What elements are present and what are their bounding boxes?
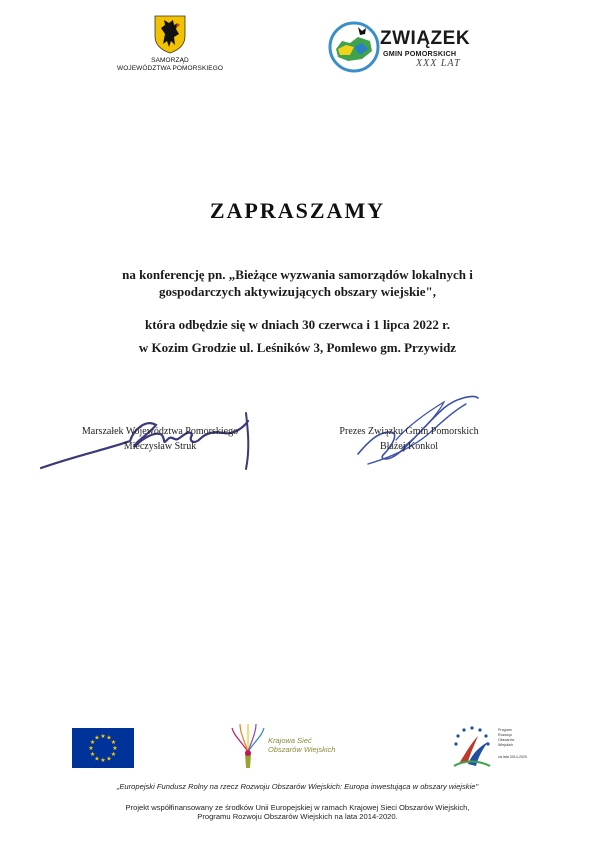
eu-star-icon: ★ xyxy=(89,752,96,758)
signature-left-name: Mieczysław Struk xyxy=(123,441,197,452)
signature-left-title: Marszałek Województwa Pomorskiego xyxy=(81,426,239,437)
eu-star-icon: ★ xyxy=(100,758,106,764)
footer-note-line1: Projekt współfinansowany ze środków Unii Europejskiej w ramach Krajowej Sieci Obszarów Wiejskich, xyxy=(125,803,470,812)
eu-star-icon: ★ xyxy=(106,756,112,763)
samorzad-logo-line2: WOJEWÓDZTWA POMORSKIEGO xyxy=(116,65,224,72)
conference-title-line2: gospodarczych aktywizujących obszary wiejskie", xyxy=(158,284,437,299)
eu-star-icon: ★ xyxy=(88,746,94,752)
prow-logo xyxy=(448,724,528,770)
eu-star-icon: ★ xyxy=(94,756,100,763)
griffin-coat-of-arms-icon xyxy=(153,14,187,54)
invitation-heading: ZAPRASZAMY xyxy=(209,198,386,223)
conference-title-line1: na konferencję pn. „Bieżące wyzwania samorządów lokalnych i xyxy=(122,267,473,282)
eu-star-icon: ★ xyxy=(100,734,106,740)
prow-emblem-icon xyxy=(448,724,496,770)
signature-right-title: Prezes Związku Gmin Pomorskich xyxy=(339,426,479,437)
ksow-label-line1: Krajowa Sieć xyxy=(268,736,312,745)
signature-right-caption xyxy=(320,424,498,454)
prow-label-line5: na lata 2014-2020 xyxy=(498,755,527,759)
ksow-flower-icon xyxy=(228,722,268,772)
pomeranian-map-griffin-icon xyxy=(328,19,380,75)
eu-star-icon: ★ xyxy=(89,740,96,746)
conference-date: która odbędzie się w dniach 30 czerwca i 1 lipca 2022 r. xyxy=(145,317,450,332)
zwiazek-logo-line2: GMIN POMORSKICH xyxy=(383,49,457,58)
zwiazek-gmin-logo xyxy=(328,17,480,79)
eu-star-icon: ★ xyxy=(106,735,112,742)
eu-star-icon: ★ xyxy=(110,752,117,758)
signature-left-caption xyxy=(60,424,260,454)
prow-label-line4: Wiejskich xyxy=(498,743,514,747)
samorzad-logo xyxy=(105,14,235,73)
ksow-logo xyxy=(228,722,358,772)
zwiazek-logo-line3: XXX LAT xyxy=(416,58,461,69)
prow-label-line1: Program xyxy=(498,728,512,732)
footer-quote: „Europejski Fundusz Rolny na rzecz Rozwoju Obszarów Wiejskich: Europa inwestująca w obszary wiejskie" xyxy=(116,782,479,791)
prow-label-line2: Rozwoju xyxy=(498,733,512,737)
footer-note-line2: Programu Rozwoju Obszarów Wiejskich na lata 2014-2020. xyxy=(197,812,398,821)
prow-label-line3: Obszarów xyxy=(498,738,515,742)
eu-flag-icon xyxy=(72,728,134,768)
conference-title xyxy=(0,266,595,300)
signature-right-name: Błażej Konkol xyxy=(379,441,439,452)
footer-logos xyxy=(0,722,595,772)
zwiazek-logo-line1: ZWIĄZEK xyxy=(380,28,471,49)
footer-note xyxy=(0,803,595,821)
eu-star-icon: ★ xyxy=(112,746,118,752)
eu-star-icon: ★ xyxy=(110,740,117,746)
eu-star-icon: ★ xyxy=(94,735,100,742)
conference-location: w Kozim Grodzie ul. Leśników 3, Pomlewo gm. Przywidz xyxy=(138,340,457,355)
ksow-label-line2: Obszarów Wiejskich xyxy=(268,745,336,754)
samorzad-logo-line1: SAMORZĄD xyxy=(151,57,189,64)
